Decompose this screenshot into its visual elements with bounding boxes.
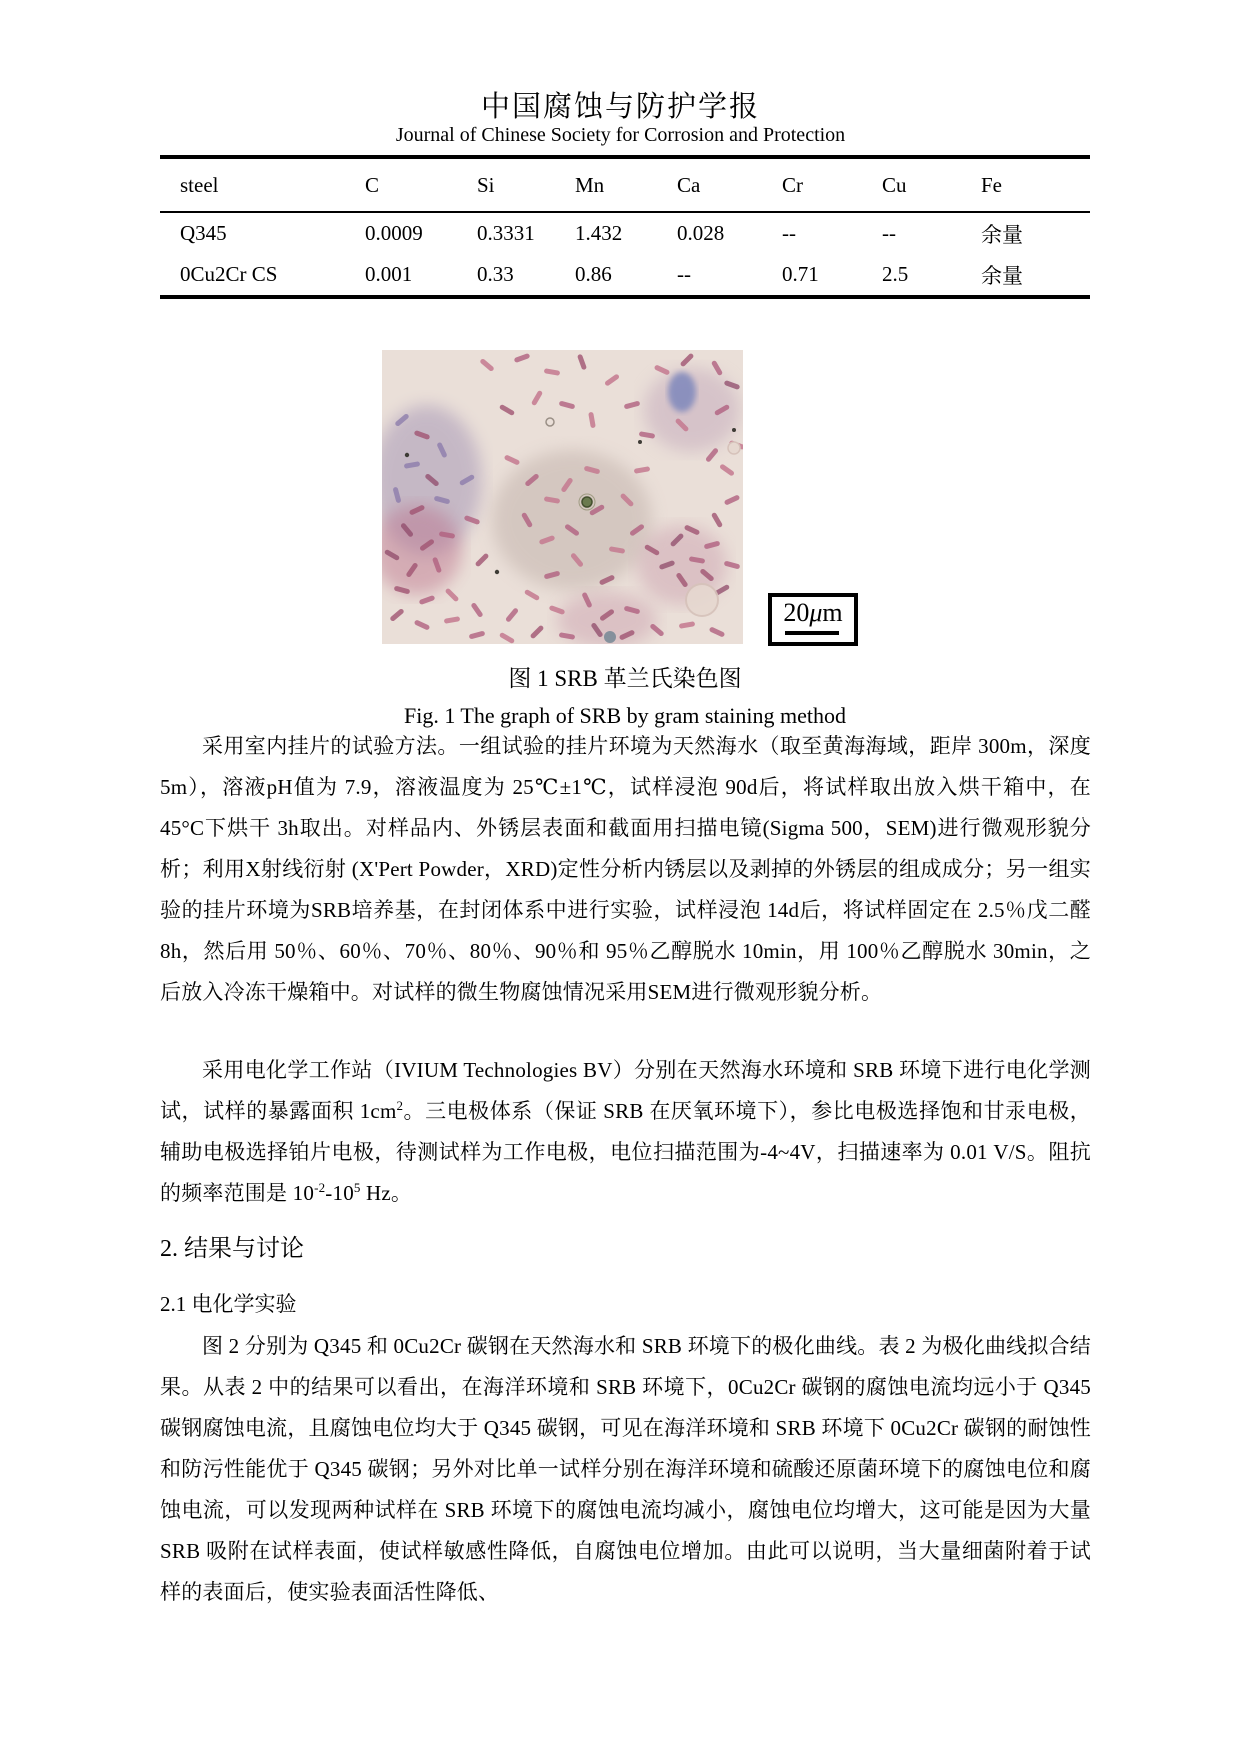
- page-title: 中国腐蚀与防护学报: [480, 91, 760, 123]
- figure-caption-cn: 图 1 SRB 革兰氏染色图: [508, 666, 742, 691]
- journal-subtitle: Journal of Chinese Society for Corrosion and Protection: [395, 124, 846, 146]
- table-cell: 0.0009: [365, 221, 423, 245]
- paragraph-text: 采用电化学工作站（IVIUM Technologies BV）分别在天然海水环境和 SRB 环境下进行电化学测试，试样的暴露面积 1cm: [160, 1058, 1091, 1123]
- superscript: 5: [353, 1180, 361, 1195]
- table-cell: 0.001: [365, 262, 413, 286]
- paragraph-electrochemistry: [160, 1050, 1091, 1214]
- table-cell: 余量: [981, 222, 1023, 247]
- header-cell: Si: [457, 157, 555, 212]
- section-heading-results: 2. 结果与讨论: [160, 1236, 304, 1262]
- scale-mu: μ: [809, 598, 823, 627]
- superscript: -2: [314, 1180, 326, 1195]
- table-header-row: [160, 157, 1090, 212]
- table-cell: --: [677, 262, 691, 286]
- table-cell: 0Cu2Cr CS: [180, 262, 278, 286]
- table-cell: 0.71: [782, 262, 819, 286]
- table-cell: 0.33: [477, 262, 514, 286]
- figure-caption-en: Fig. 1 The graph of SRB by gram staining method: [403, 703, 846, 728]
- paragraph-methods-immersion: 采用室内挂片的试验方法。一组试验的挂片环境为天然海水（取至黄海海域，距岸 300m，深度 5m），溶液pH值为 7.9，溶液温度为 25℃±1℃，试样浸泡 90d后，将试样取出放入烘干箱中，在 45°C下烘干 3h取出。对样品内、外锈层表面和截面用扫描电镜(Sigma 500，SEM)进行微观形貌分析；利用X射线衍射 (X'Pert Powder，XRD)定性分析内锈层以及剥掉的外锈层的组成成分；另一组实验的挂片环境为SRB培养基，在封闭体系中进行实验，试样浸泡 14d后，将试样固定在 2.5％戊二醛 8h，然后用 50％、60％、70％、80％、90％和 95％乙醇脱水 10min，用 100％乙醇脱水 30min，之后放入冷冻干燥箱中。对试样的微生物腐蚀情况采用SEM进行微观形貌分析。: [160, 734, 1091, 1004]
- composition-table: [160, 155, 1090, 299]
- header-cell: Ca: [657, 157, 762, 212]
- header-cell: Fe: [961, 157, 1090, 212]
- table-cell: 0.86: [575, 262, 612, 286]
- paragraph-text: 。三电极体系（保证 SRB 在厌氧环境下），参比电极选择饱和甘汞电极，辅助电极选择铂片电极，待测试样为工作电极，电位扫描范围为-4~4V，扫描速率为 0.01 V/S。阻抗的频率范围是 10: [160, 1099, 1091, 1205]
- table-row: [160, 212, 1090, 254]
- header-cell: Cr: [762, 157, 862, 212]
- scale-value: 20: [783, 598, 810, 627]
- srb-micrograph: [382, 350, 743, 644]
- subsection-heading-electrochemical: 2.1 电化学实验: [160, 1292, 297, 1316]
- table-cell: --: [882, 221, 896, 245]
- table-cell: 0.3331: [477, 221, 535, 245]
- scale-bar-box: [768, 593, 858, 646]
- table-cell: --: [782, 221, 796, 245]
- header-cell: C: [345, 157, 457, 212]
- table-cell: Q345: [180, 221, 227, 245]
- scale-bar-label: [772, 598, 854, 628]
- table-cell: 0.028: [677, 221, 725, 245]
- table-cell: 余量: [981, 263, 1023, 288]
- scale-bar-line: [785, 631, 839, 635]
- paragraph-text: -10: [325, 1181, 354, 1205]
- paragraph-results-discussion: 图 2 分别为 Q345 和 0Cu2Cr 碳钢在天然海水和 SRB 环境下的极化曲线。表 2 为极化曲线拟合结果。从表 2 中的结果可以看出，在海洋环境和 SRB 环境下，0Cu2Cr 碳钢的腐蚀电流均远小于 Q345 碳钢腐蚀电流，且腐蚀电位均大于 Q345 碳钢，可见在海洋环境和 SRB 环境下 0Cu2Cr 碳钢的耐蚀性和防污性能优于 Q345 碳钢；另外对比单一试样分别在海洋环境和硫酸还原菌环境下的腐蚀电位和腐蚀电流，可以发现两种试样在 SRB 环境下的腐蚀电流均减小，腐蚀电位均增大，这可能是因为大量 SRB 吸附在试样表面，使试样敏感性降低，自腐蚀电位增加。由此可以说明，当大量细菌附着于试样的表面后，使实验表面活性降低、: [160, 1334, 1091, 1604]
- paragraph-text: Hz。: [360, 1181, 413, 1205]
- superscript: 2: [396, 1098, 404, 1113]
- table-cell: 1.432: [575, 221, 623, 245]
- table-row: [160, 254, 1090, 297]
- header-cell: Mn: [555, 157, 657, 212]
- scale-unit: m: [822, 598, 843, 627]
- header-cell: Cu: [862, 157, 961, 212]
- table-cell: 2.5: [882, 262, 909, 286]
- header-cell: steel: [160, 157, 345, 212]
